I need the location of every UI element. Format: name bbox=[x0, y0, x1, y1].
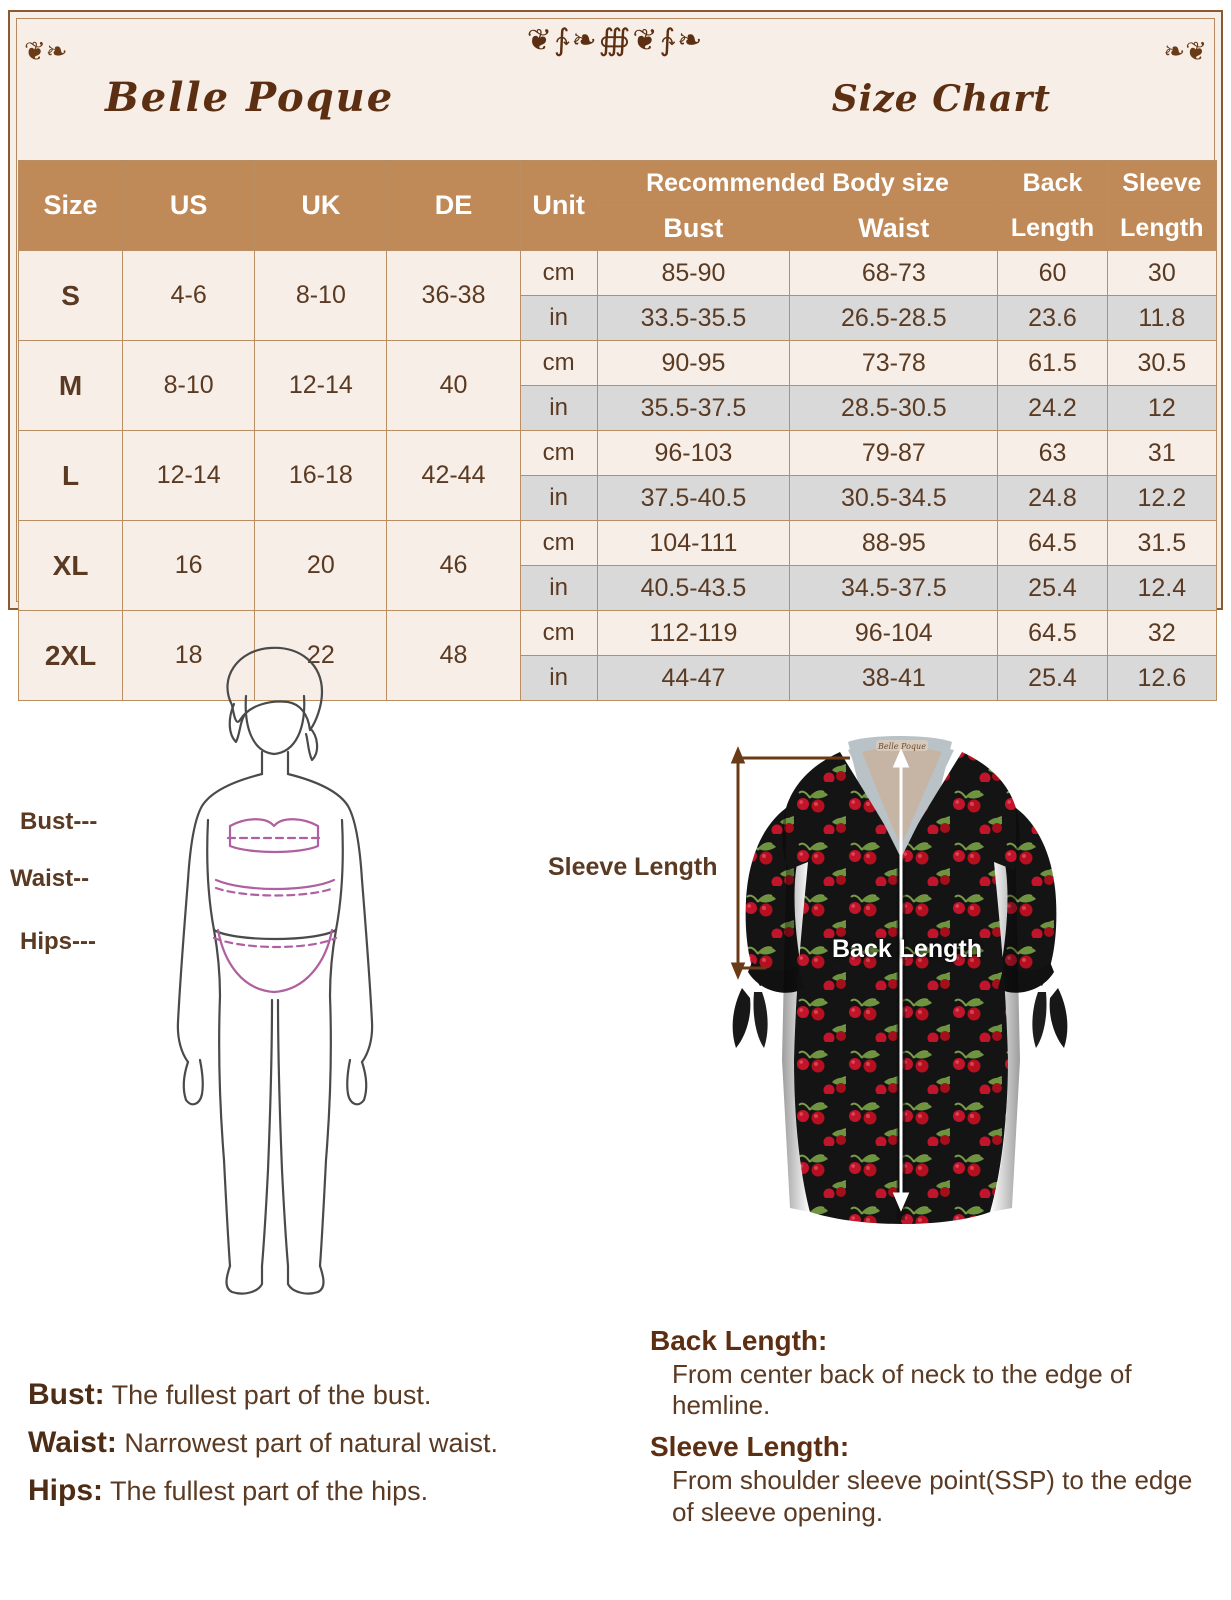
definition-waist bbox=[28, 1426, 628, 1460]
cell-waist-cm: 88-95 bbox=[790, 521, 998, 566]
cell-back-in: 25.4 bbox=[998, 566, 1107, 611]
cell-bust-in: 37.5-40.5 bbox=[597, 476, 790, 521]
cell-bust-cm: 90-95 bbox=[597, 341, 790, 386]
cell-bust-cm: 112-119 bbox=[597, 611, 790, 656]
cell-waist-in: 38-41 bbox=[790, 656, 998, 701]
definition-bust-term: Bust: bbox=[28, 1378, 105, 1411]
th-back-length-line2: Length bbox=[998, 206, 1107, 251]
cell-unit-cm: cm bbox=[520, 521, 597, 566]
cell-waist-in: 26.5-28.5 bbox=[790, 296, 998, 341]
th-back-length-line1: Back bbox=[998, 161, 1107, 206]
cell-sleeve-cm: 31.5 bbox=[1107, 521, 1216, 566]
definition-waist-text: Narrowest part of natural waist. bbox=[124, 1428, 499, 1458]
garment-photo bbox=[690, 730, 1110, 1250]
figure-label-bust: Bust--- bbox=[20, 808, 98, 835]
table-row bbox=[19, 341, 1217, 386]
cell-sleeve-in: 12.4 bbox=[1107, 566, 1216, 611]
cell-size: XL bbox=[19, 521, 123, 611]
definition-back-length-text: From center back of neck to the edge of hemline. bbox=[672, 1359, 1132, 1421]
cell-waist-in: 28.5-30.5 bbox=[790, 386, 998, 431]
ornament-top-center-icon: ❦∱❧∰❦∱❧ bbox=[526, 24, 705, 57]
th-recommended-body-size: Recommended Body size bbox=[597, 161, 998, 206]
cell-waist-cm: 73-78 bbox=[790, 341, 998, 386]
cell-size: S bbox=[19, 251, 123, 341]
brand-name: Belle Poque bbox=[105, 74, 395, 121]
cell-waist-cm: 96-104 bbox=[790, 611, 998, 656]
cell-us: 16 bbox=[123, 521, 255, 611]
cell-de: 40 bbox=[387, 341, 520, 431]
th-sleeve-length-line2: Length bbox=[1107, 206, 1216, 251]
definition-hips-term: Hips: bbox=[28, 1474, 103, 1507]
cell-bust-in: 44-47 bbox=[597, 656, 790, 701]
cell-bust-cm: 96-103 bbox=[597, 431, 790, 476]
definition-sleeve-length-text: From shoulder sleeve point(SSP) to the edge of sleeve opening. bbox=[672, 1465, 1193, 1527]
cell-us: 4-6 bbox=[123, 251, 255, 341]
cell-back-cm: 60 bbox=[998, 251, 1107, 296]
back-length-measure-label: Back Length bbox=[832, 935, 983, 963]
cell-sleeve-cm: 30.5 bbox=[1107, 341, 1216, 386]
cell-de: 36-38 bbox=[387, 251, 520, 341]
cell-waist-cm: 68-73 bbox=[790, 251, 998, 296]
cell-back-in: 25.4 bbox=[998, 656, 1107, 701]
cell-size: L bbox=[19, 431, 123, 521]
cell-sleeve-in: 12 bbox=[1107, 386, 1216, 431]
cell-bust-cm: 85-90 bbox=[597, 251, 790, 296]
table-row bbox=[19, 251, 1217, 296]
definition-hips bbox=[28, 1474, 628, 1508]
size-chart-table bbox=[18, 160, 1217, 701]
cell-uk: 22 bbox=[255, 611, 387, 701]
cell-back-cm: 64.5 bbox=[998, 611, 1107, 656]
cell-sleeve-in: 11.8 bbox=[1107, 296, 1216, 341]
cell-uk: 8-10 bbox=[255, 251, 387, 341]
th-unit: Unit bbox=[520, 161, 597, 251]
cell-de: 48 bbox=[387, 611, 520, 701]
cell-back-cm: 64.5 bbox=[998, 521, 1107, 566]
th-bust: Bust bbox=[597, 206, 790, 251]
definitions-left bbox=[28, 1378, 628, 1522]
cell-uk: 16-18 bbox=[255, 431, 387, 521]
cell-unit-cm: cm bbox=[520, 341, 597, 386]
cell-back-in: 24.8 bbox=[998, 476, 1107, 521]
cell-bust-in: 40.5-43.5 bbox=[597, 566, 790, 611]
cell-uk: 20 bbox=[255, 521, 387, 611]
cell-unit-in: in bbox=[520, 296, 597, 341]
cell-sleeve-cm: 32 bbox=[1107, 611, 1216, 656]
cell-uk: 12-14 bbox=[255, 341, 387, 431]
th-us: US bbox=[123, 161, 255, 251]
cell-unit-in: in bbox=[520, 656, 597, 701]
figure-label-hips: Hips--- bbox=[20, 928, 96, 955]
table-header-row-1 bbox=[19, 161, 1217, 206]
definition-back-length-term: Back Length: bbox=[650, 1325, 828, 1356]
corner-flourish-top-right-icon: ❧❦ bbox=[1163, 36, 1207, 66]
page-title: Size Chart bbox=[831, 78, 1051, 120]
cell-sleeve-in: 12.2 bbox=[1107, 476, 1216, 521]
cell-unit-cm: cm bbox=[520, 431, 597, 476]
cell-size: M bbox=[19, 341, 123, 431]
cell-back-cm: 61.5 bbox=[998, 341, 1107, 386]
cell-sleeve-cm: 31 bbox=[1107, 431, 1216, 476]
th-de: DE bbox=[387, 161, 520, 251]
cell-back-in: 23.6 bbox=[998, 296, 1107, 341]
size-chart-panel bbox=[8, 10, 1223, 692]
definitions-right bbox=[650, 1325, 1210, 1538]
table-row bbox=[19, 431, 1217, 476]
cell-us: 18 bbox=[123, 611, 255, 701]
th-uk: UK bbox=[255, 161, 387, 251]
cell-unit-cm: cm bbox=[520, 611, 597, 656]
cell-bust-in: 35.5-37.5 bbox=[597, 386, 790, 431]
definition-bust-text: The fullest part of the bust. bbox=[111, 1380, 432, 1410]
definition-bust bbox=[28, 1378, 628, 1412]
cell-sleeve-in: 12.6 bbox=[1107, 656, 1216, 701]
svg-text:Belle Poque: Belle Poque bbox=[878, 742, 926, 751]
cell-us: 8-10 bbox=[123, 341, 255, 431]
definition-hips-text: The fullest part of the hips. bbox=[110, 1476, 429, 1506]
cell-unit-in: in bbox=[520, 386, 597, 431]
sleeve-length-measure-label: Sleeve Length bbox=[548, 853, 718, 881]
cell-de: 46 bbox=[387, 521, 520, 611]
cell-bust-cm: 104-111 bbox=[597, 521, 790, 566]
th-sleeve-length-line1: Sleeve bbox=[1107, 161, 1216, 206]
body-figure-illustration bbox=[140, 630, 560, 1320]
cell-waist-in: 30.5-34.5 bbox=[790, 476, 998, 521]
cell-de: 42-44 bbox=[387, 431, 520, 521]
cell-waist-in: 34.5-37.5 bbox=[790, 566, 998, 611]
cell-unit-in: in bbox=[520, 566, 597, 611]
cell-unit-cm: cm bbox=[520, 251, 597, 296]
cell-waist-cm: 79-87 bbox=[790, 431, 998, 476]
cell-size: 2XL bbox=[19, 611, 123, 701]
definition-sleeve-length-term: Sleeve Length: bbox=[650, 1431, 850, 1463]
cell-back-cm: 63 bbox=[998, 431, 1107, 476]
cell-back-in: 24.2 bbox=[998, 386, 1107, 431]
th-waist: Waist bbox=[790, 206, 998, 251]
cell-unit-in: in bbox=[520, 476, 597, 521]
table-row bbox=[19, 521, 1217, 566]
cell-us: 12-14 bbox=[123, 431, 255, 521]
cell-sleeve-cm: 30 bbox=[1107, 251, 1216, 296]
cell-bust-in: 33.5-35.5 bbox=[597, 296, 790, 341]
definition-waist-term: Waist: bbox=[28, 1426, 117, 1459]
figure-label-waist: Waist-- bbox=[10, 865, 90, 892]
th-size: Size bbox=[19, 161, 123, 251]
corner-flourish-top-left-icon: ❦❧ bbox=[24, 36, 68, 66]
